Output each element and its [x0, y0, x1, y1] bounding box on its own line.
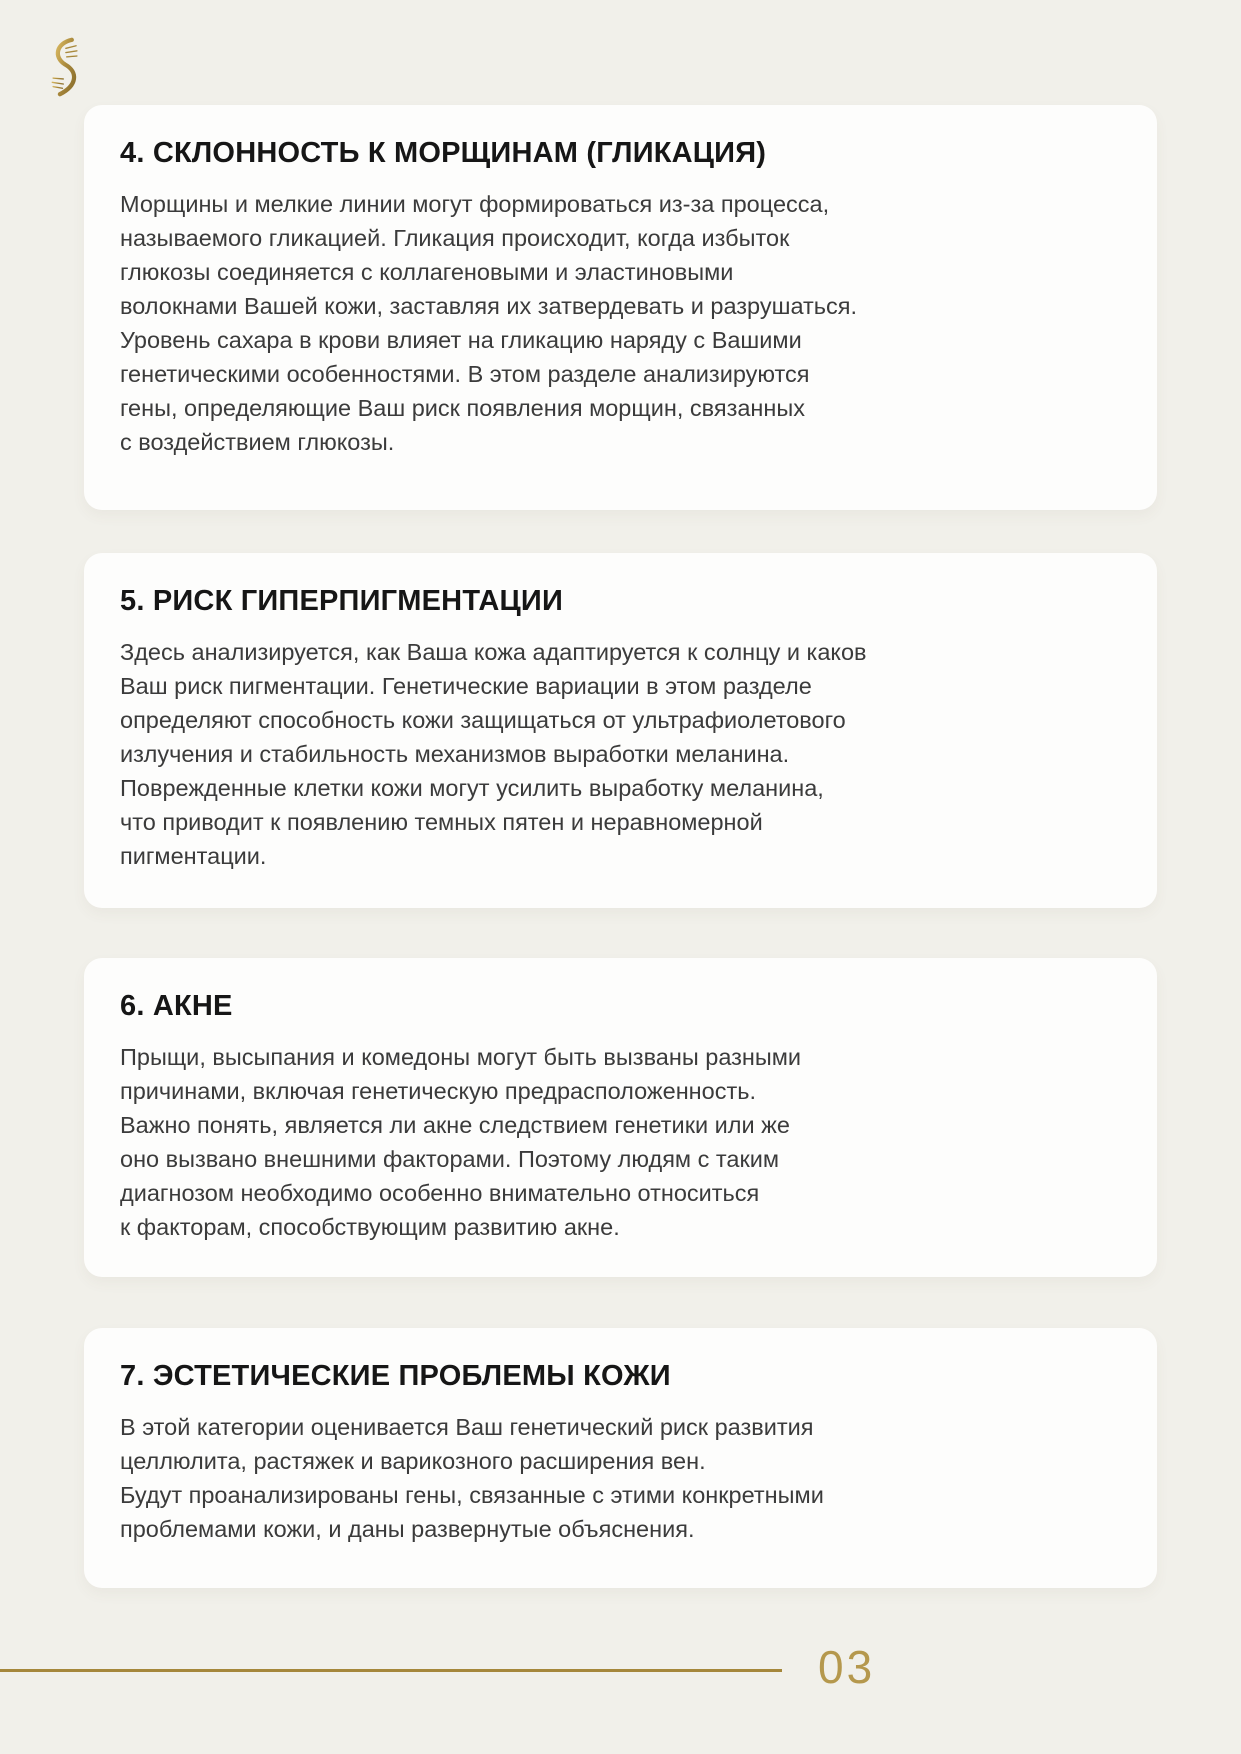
text-line: называемого гликацией. Гликация происходит, когда избыток [120, 225, 790, 251]
text-line: гены, определяющие Ваш риск появления морщин, связанных [120, 395, 806, 421]
section-paragraph [120, 1410, 1121, 1546]
dna-helix-icon [48, 36, 82, 98]
text-line: целлюлита, растяжек и варикозного расширения вен. [120, 1448, 706, 1474]
text-line: Будут проанализированы гены, связанные с этими конкретными [120, 1482, 824, 1508]
text-line: с воздействием глюкозы. [120, 429, 395, 455]
text-line: проблемами кожи, и даны развернутые объяснения. [120, 1516, 695, 1542]
text-line: пигментации. [120, 843, 267, 869]
section-title: 7. ЭСТЕТИЧЕСКИЕ ПРОБЛЕМЫ КОЖИ [120, 1360, 671, 1392]
text-line: В этой категории оценивается Ваш генетический риск развития [120, 1414, 814, 1440]
text-line: что приводит к появлению темных пятен и неравномерной [120, 809, 763, 835]
section-card-acne [84, 958, 1157, 1277]
text-line: оно вызвано внешними факторами. Поэтому людям с таким [120, 1146, 780, 1172]
section-title: 4. СКЛОННОСТЬ К МОРЩИНАМ (ГЛИКАЦИЯ) [120, 137, 767, 169]
section-card-hyperpigmentation-risk [84, 553, 1157, 908]
section-paragraph [120, 635, 1121, 873]
text-line: Важно понять, является ли акне следствием генетики или же [120, 1112, 790, 1138]
text-line: Ваш риск пигментации. Генетические вариации в этом разделе [120, 673, 812, 699]
section-paragraph [120, 1040, 1121, 1244]
text-line: генетическими особенностями. В этом разделе анализируются [120, 361, 810, 387]
section-title: 6. АКНЕ [120, 990, 233, 1022]
section-card-wrinkles-glycation [84, 105, 1157, 510]
text-line: Морщины и мелкие линии могут формироваться из-за процесса, [120, 191, 830, 217]
text-line: Поврежденные клетки кожи могут усилить выработку меланина, [120, 775, 824, 801]
text-line: волокнами Вашей кожи, заставляя их затвердевать и разрушаться. [120, 293, 858, 319]
text-line: глюкозы соединяется с коллагеновыми и эластиновыми [120, 259, 734, 285]
text-line: определяют способность кожи защищаться от ультрафиолетового [120, 707, 846, 733]
section-card-aesthetic-skin-problems [84, 1328, 1157, 1588]
section-title: 5. РИСК ГИПЕРПИГМЕНТАЦИИ [120, 585, 564, 617]
section-paragraph [120, 187, 1121, 459]
text-line: Здесь анализируется, как Ваша кожа адаптируется к солнцу и каков [120, 639, 867, 665]
text-line: Прыщи, высыпания и комедоны могут быть вызваны разными [120, 1044, 802, 1070]
text-line: излучения и стабильность механизмов выработки меланина. [120, 741, 790, 767]
footer-divider [0, 1669, 782, 1672]
text-line: к факторам, способствующим развитию акне. [120, 1214, 620, 1240]
text-line: причинами, включая генетическую предрасположенность. [120, 1078, 757, 1104]
text-line: Уровень сахара в крови влияет на гликацию наряду с Вашими [120, 327, 802, 353]
text-line: диагнозом необходимо особенно внимательно относиться [120, 1180, 760, 1206]
page-number: 03 [818, 1641, 876, 1693]
